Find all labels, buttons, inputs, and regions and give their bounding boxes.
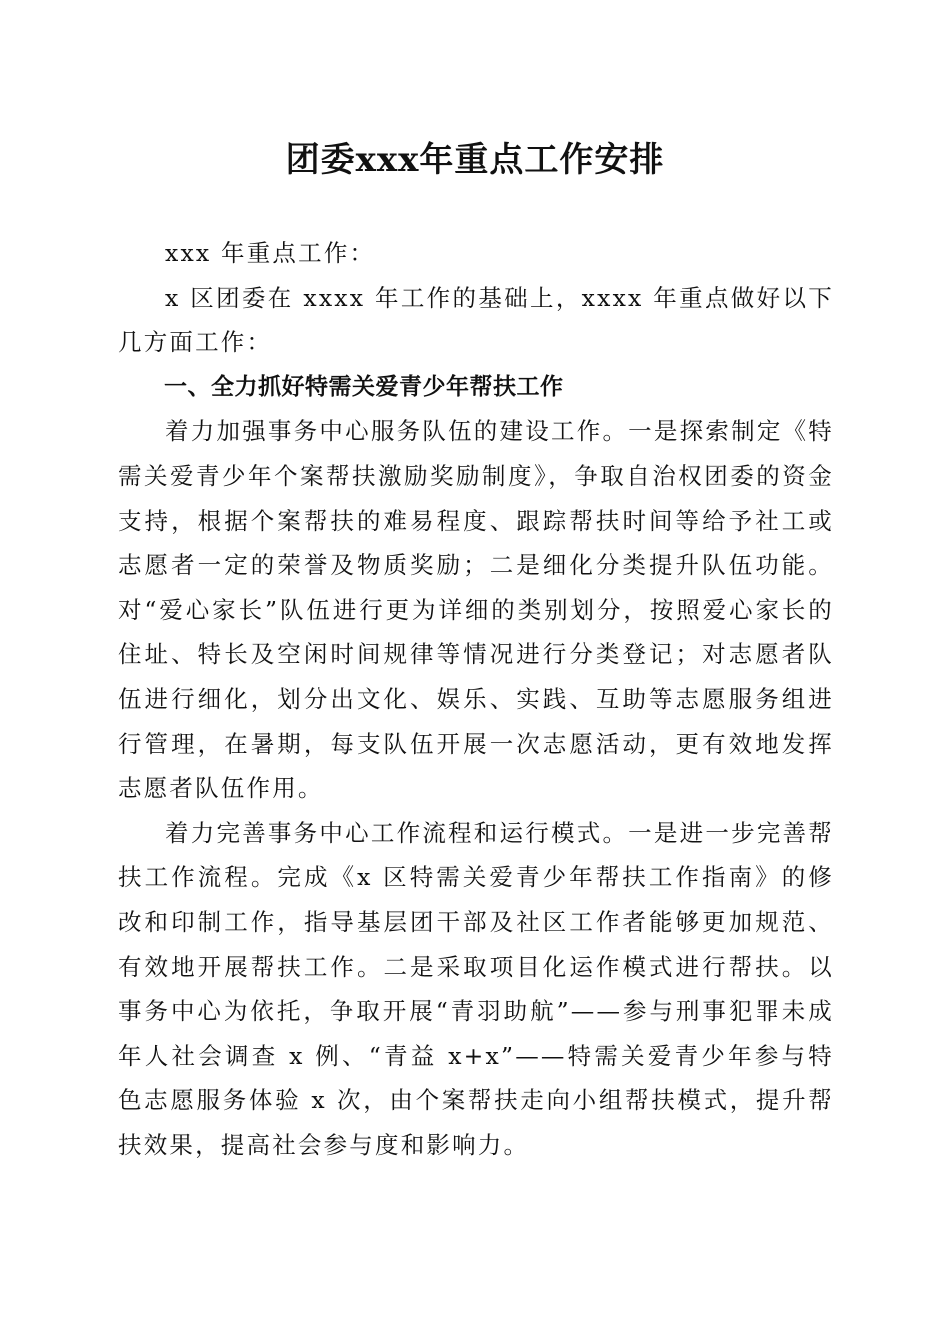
- section-1-paragraph-1: 着力加强事务中心服务队伍的建设工作。一是探索制定《特需关爱青少年个案帮扶激励奖励制度》，争取自治权团委的资金支持，根据个案帮扶的难易程度、跟踪帮扶时间等给予社工或志愿者一定的荣誉及物质奖励；二是细化分类提升队伍功能。对“爱心家长”队伍进行更为详细的类别划分，按照爱心家长的住址、特长及空闲时间规律等情况进行分类登记；对志愿者队伍进行细化，划分出文化、娱乐、实践、互助等志愿服务组进行管理，在暑期，每支队伍开展一次志愿活动，更有效地发挥志愿者队伍作用。: [118, 417, 834, 803]
- section-1-heading: 一、全力抓好特需关爱青少年帮扶工作: [164, 373, 564, 400]
- intro-paragraph: x 区团委在 xxxx 年工作的基础上，xxxx 年重点做好以下几方面工作：: [118, 283, 834, 357]
- section-1-paragraph-2: 着力完善事务中心工作流程和运行模式。一是进一步完善帮扶工作流程。完成《x 区特需关爱青少年帮扶工作指南》的修改和印制工作，指导基层团干部及社区工作者能够更加规范、有效地开展帮扶工作。二是采取项目化运作模式进行帮扶。以事务中心为依托，争取开展“青羽助航”——参与刑事犯罪未成年人社会调查 x 例、“青益 x+x”——特需关爱青少年参与特色志愿服务体验 x 次，由个案帮扶走向小组帮扶模式，提升帮扶效果，提高社会参与度和影响力。: [118, 818, 834, 1159]
- intro-label-paragraph: xxx 年重点工作：: [165, 239, 376, 267]
- document-body: [118, 231, 834, 1167]
- document-title: 团委xxx年重点工作安排: [285, 140, 665, 180]
